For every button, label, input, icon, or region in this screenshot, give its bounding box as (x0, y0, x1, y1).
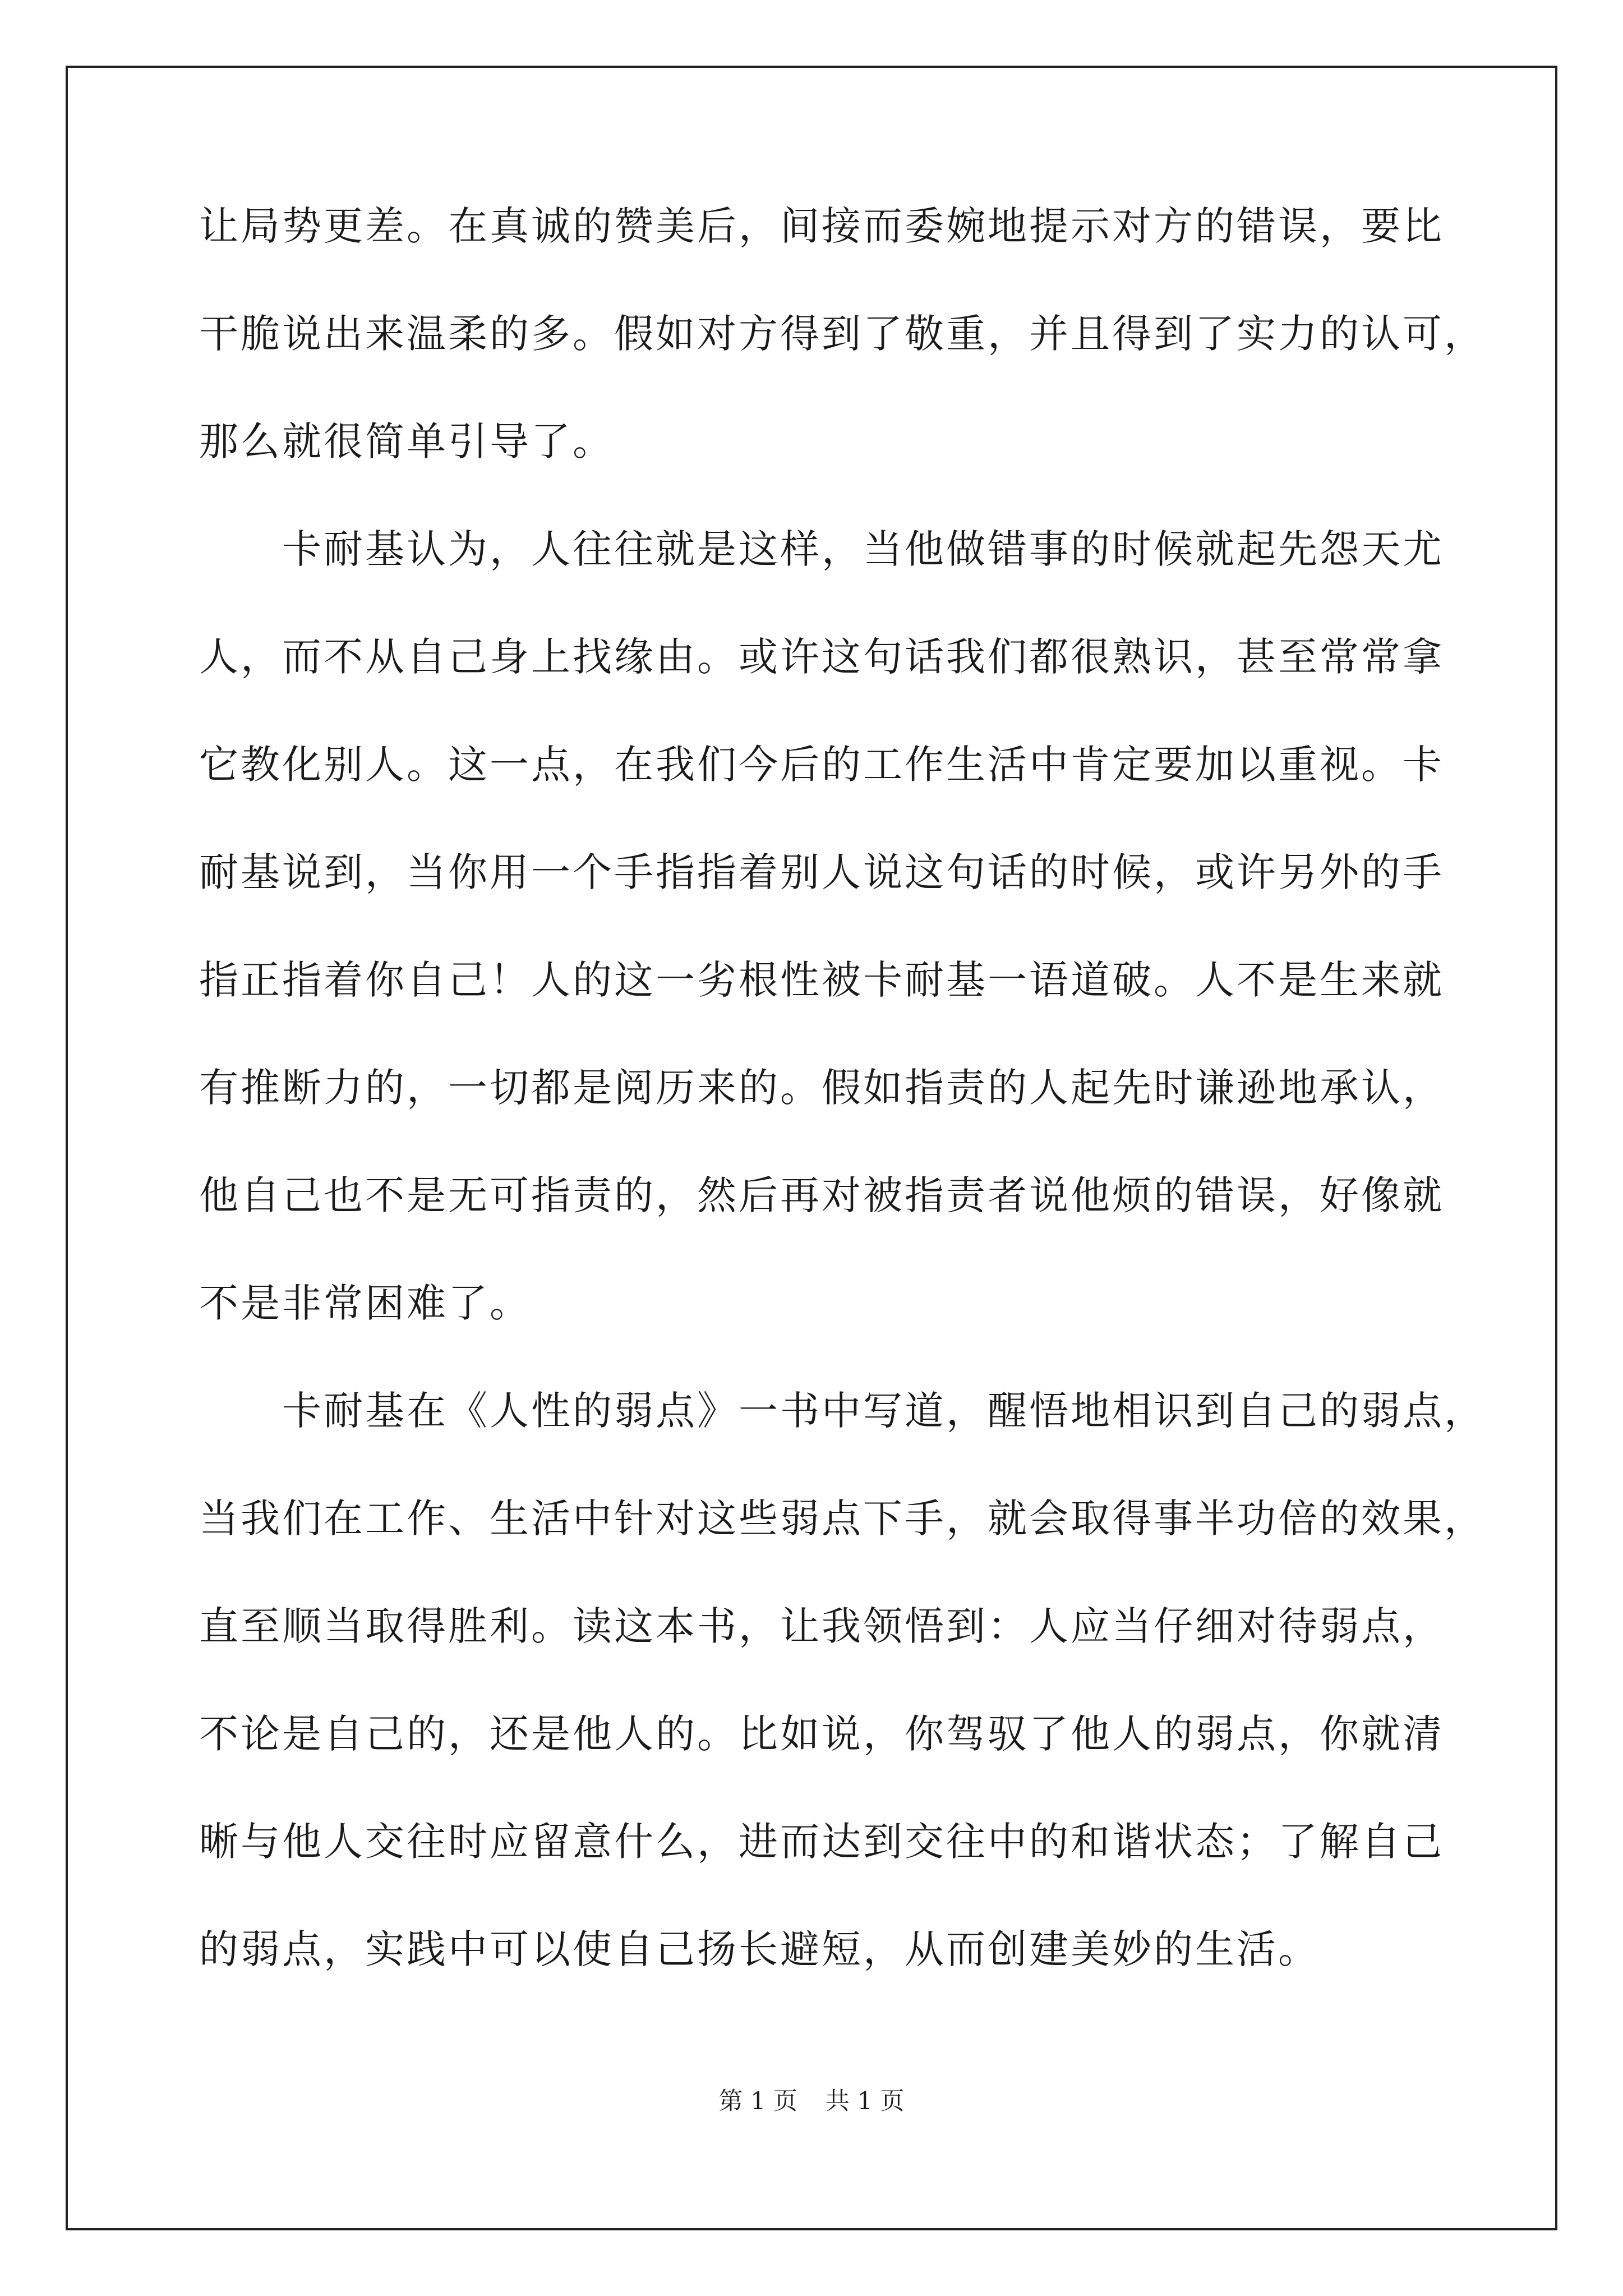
text-line: 它教化别人。这一点，在我们今后的工作生活中肯定要加以重视。卡 (199, 742, 1444, 788)
page-footer (0, 2087, 1623, 2115)
text-line: 那么就很简单引导了。 (199, 418, 614, 464)
text-line: 让局势更差。在真诚的赞美后，间接而委婉地提示对方的错误，要比 (199, 203, 1444, 249)
text-line: 有推断力的，一切都是阅历来的。假如指责的人起先时谦逊地承认， (199, 1065, 1444, 1111)
text-line: 耐基说到，当你用一个手指指着别人说这句话的时候，或许另外的手 (199, 849, 1444, 895)
document-body (199, 203, 1486, 2037)
text-line: 的弱点，实践中可以使自己扬长避短，从而创建美妙的生活。 (199, 1926, 1320, 1972)
text-line: 卡耐基认为，人往往就是这样，当他做错事的时候就起先怨天尤 (199, 526, 1444, 572)
text-line: 他自己也不是无可指责的，然后再对被指责者说他烦的错误，好像就 (199, 1172, 1444, 1218)
text-line: 不论是自己的，还是他人的。比如说，你驾驭了他人的弱点，你就清 (199, 1711, 1444, 1757)
text-line: 指正指着你自己！人的这一劣根性被卡耐基一语道破。人不是生来就 (199, 957, 1444, 1003)
text-line: 卡耐基在《人性的弱点》一书中写道，醒悟地相识到自己的弱点， (199, 1388, 1486, 1434)
text-line: 直至顺当取得胜利。读这本书，让我领悟到：人应当仔细对待弱点， (199, 1603, 1444, 1649)
page-number: 第 1 页 (718, 2087, 798, 2115)
text-line: 晰与他人交往时应留意什么，进而达到交往中的和谐状态；了解自己 (199, 1819, 1444, 1865)
text-line: 干脆说出来温柔的多。假如对方得到了敬重，并且得到了实力的认可， (199, 311, 1486, 357)
text-line: 当我们在工作、生活中针对这些弱点下手，就会取得事半功倍的效果， (199, 1496, 1486, 1542)
text-line: 人，而不从自己身上找缘由。或许这句话我们都很熟识，甚至常常拿 (199, 634, 1444, 680)
text-line: 不是非常困难了。 (199, 1280, 531, 1326)
page-total: 共 1 页 (825, 2087, 905, 2115)
